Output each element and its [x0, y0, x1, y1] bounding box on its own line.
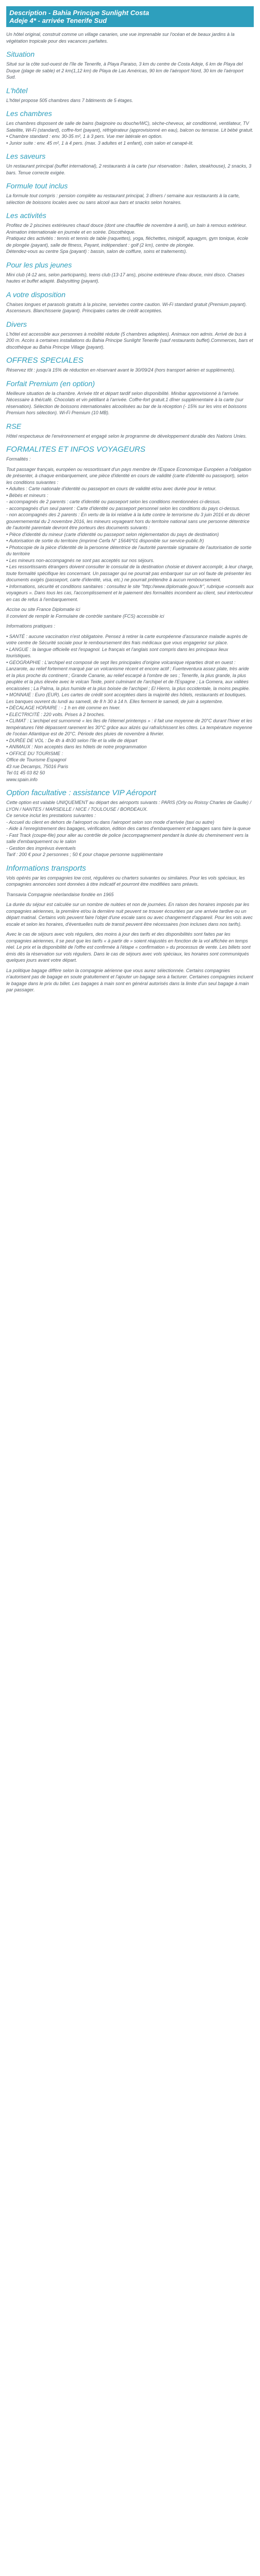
formalites-links[interactable]: Accise ou site France Diplomatie ici Il convient de remplir le Formulaire de contrôle sanitaire (FCS) accessible ici: [6, 607, 164, 619]
transports-text: Vols opérés par les compagnies low cost, régulières ou charters suivantes ou similaires. Pour les vols spéciaux, les compagnies annoncées sont données à titre indicatif et pourront être modifiées sans préavis.: [6, 875, 245, 887]
section-title-offres: OFFRES SPECIALES: [6, 356, 84, 365]
section-title-informations-transports: Informations transports: [6, 863, 86, 873]
transports-info-3: La politique bagage diffère selon la compagnie aérienne que vous aurez sélectionnée. Certains compagnies n'autorisent pas de bagage en soute gratuitement et l'ajouter un bagage sera à facturer. Certaines compagnies incluent le bagage dans le prix du billet. Les bagages à main sont en général autorisés dans la limite d'un seul bagage à main par passager.: [6, 967, 253, 992]
section-title-activites: Les activités: [6, 211, 47, 220]
transports-info-2: Avec le cas de séjours avec vols réguliers, des moins à jour des tarifs et des disponibilités sont faites par les compagnies aériennes, il se peut que les tarifs « à partir de » soient réajustés en fonction de la vol affichée en temps réel. Le prix et la disponibilité de l'offre est confirmée à l'étape « confirmation » du processus de vente. Les billets sont émis dès la réservation sur vols réguliers. Dans le cas de séjours avec vols spéciaux, les horaires sont communiqués quelques jours avant votre départ.: [6, 932, 251, 963]
formalites-subtitle: Formalités :: [6, 456, 31, 462]
infos-pratiques-subtitle: Informations pratiques :: [6, 623, 56, 629]
rse-text: Hôtel respectueux de l'environnement et engagé selon le programme de développement durable des Nations Unies.: [6, 433, 247, 439]
section-title-divers: Divers: [6, 320, 27, 328]
saveurs-text: Un restaurant principal (buffet international), 2 restaurants à la carte (sur réservation : Italien, steakhouse), 2 snacks, 3 bars. Tenue correcte exigée.: [6, 163, 252, 175]
infos-pratiques-text: • SANTÉ : aucune vaccination n'est obligatoire. Pensez à retirer la carte européenne d'assurance maladie auprès de votre centre de Sécurité sociale pour le remboursement des frais médicaux que vous engageriez sur place. • LANGUE : la langue officielle est l'espagnol. Le français et l'anglais sont compris dans les principaux lieux touristiques. • GEOGRAPHIE : L'archipel est composé de sept îles principales d'origine volcanique réparties droit en ouest : Lanzarote, au relief fortement marqué par un volcanisme récent et encore actif ; Fuerteventura assez plate, très aride et la plus proche du continent ; Grande Canarie, au relief escarpé à l'ombre de ses ; Tenerife, la plus grande, la plus peuplée et la plus élevée avec le volcan Teide, point culminant de l'archipel et de l'Espagne ; La Gomera, aux vallées encaissées ; La Palma, la plus humide et la plus boisée de l'archipel ; El Hierro, la plus occidentale, la moins peuplée. • MONNAIE : Euro (EUR). Les cartes de crédit sont acceptées dans la majorité des hôtels, restaurants et boutiques. Les banques ouvrent du lundi au samedi, de 8 h 30 à 14 h. Elles ferment le samedi, de juin à septembre. • DÉCALAGE HORAIRE : - 1 h en été comme en hiver. • ELECTRICITÉ : 220 volts. Prises à 2 broches. • CLIMAT : L'archipel est surnommé « les îles de l'éternel printemps » : il fait une moyenne de 20°C durant l'hiver et les températures l'été dépassent rarement les 30°C grâce aux alizés qui rafraîchissent les côtes. La température moyenne de l'océan Atlantique est de 20°C. Période des pluies de novembre à février. • DURÉE DE VOL : De 4h à 4h30 selon l'île et la ville de départ • ANIMAUX : Non acceptés dans les hôtels de notre programmation • OFFICE DU TOURISME : Office de Tourisme Espagnol 43 rue Decamps, 75016 Paris Tel 01 45 03 82 50 www.spain.info: [6, 633, 253, 782]
section-title-hotel: L'hôtel: [6, 86, 28, 95]
page-title-line-1: Description - Bahia Principe Sunlight Costa: [9, 9, 149, 17]
section-title-saveurs: Les saveurs: [6, 152, 46, 160]
section-title-chambres: Les chambres: [6, 109, 52, 118]
option-vip-text: Cette option est valable UNIQUEMENT au départ des aéroports suivants : PARIS (Orly ou Roissy Charles de Gaulle) / LYON / NANTES / MARSEILLE / NICE / TOULOUSE / BORDEAUX. Ce service inclut les prestations suivantes : - Accueil du client en dehors de l'aéroport ou dans l'aéroport selon son mode d'arrivée (taxi ou autre) - Aide à l'enregistrement des bagages, vérification, édition des cartes d'embarquement et bagages sans faire la queue - Fast Track (coupe-file) pour aller au contrôle de police (accompagnement pendant la durée du cheminement vers la salle d'embarquement ou le salon - Gestion des imprévus éventuels Tarif : 200 € pour 2 personnes ; 50 € pour chaque personne supplémentaire: [6, 800, 252, 857]
section-title-formule: Formule tout inclus: [6, 182, 68, 190]
forfait-premium-text: Meilleure situation de la chambre. Arrivée tôt et départ tardif selon disponibilité. Minibar approvisionné à l'arrivée. Nécessaire à thé/café. Chocolats et vin pétillant à l'arrivée. Coffre-fort gratuit.1 dîner supplémentaire à la carte (sur réservation). Sélection de boissons internationales alcoolisées au bar de la réception (- 15% sur les vins et boissons Premium hors sélection). Wi-Fi Premium (10 MB).: [6, 390, 247, 415]
transports-info-1: La durée du séjour est calculée sur un nombre de nuitées et non de journées. En raison des horaires imposés par les compagnies aériennes, la première et/ou la dernière nuit peuvent se trouver écourtées par une arrivée tardive ou un départ matinal. Certains vols peuvent faire l'objet d'une escale sans ou avec changement d'appareil. Pour les vols avec escale et selon les horaires, d'éventuelles nuits de transit peuvent être nécessaires (non incluses dans nos tarifs).: [6, 902, 253, 927]
page-title-banner: [6, 6, 254, 27]
situation-text: Situé sur la côte sud-ouest de l'île de Tenerife, à Playa Paraiso, 3 km du centre de Costa Adeje, 6 km de Playa del Duque (plage de sable) et 2 km(1,12 km) de Playa de Las Américas, 90 km de l'aéroport Nord, 30 km de l'aéroport Sud.: [6, 61, 243, 80]
section-title-enfants: Pour les plus jeunes: [6, 260, 72, 269]
section-title-rse: RSE: [6, 422, 21, 430]
formule-text: La formule tout compris : pension complète au restaurant principal, 3 dîners / semaine aux restaurants à la carte, sélection de boissons locales avec ou sans alcool aux bars et snacks selon horaires.: [6, 193, 240, 205]
divers-text: L'hôtel est accessible aux personnes à mobilité réduite (5 chambres adaptées). Animaux non admis. Arrivé de bus à 200 m. Accès à certaines installations du Bahia Principe Sunlight Tenerife (sauf restaurants buffet).Commerces, bars et discothèque au Bahia Principe Village (payant).: [6, 331, 253, 350]
section-title-situation: Situation: [6, 50, 35, 58]
formalites-text: Tout passager français, européen ou ressortissant d'un pays membre de l'Espace Economique Européen a l'obligation de présenter, à chaque embarquement, une pièce d'identité en cours de validité (carte d'identité ou passeport), selon les conditions suivantes : • Adultes : Carte nationale d'identité ou passeport en cours de validité et/ou avec durée pour le retour. • Bébés et mineurs : - accompagnés de 2 parents : carte d'identité ou passeport selon les conditions mentionnées ci-dessus. - accompagnés d'un seul parent : Carte d'identité ou passeport personnel selon les conditions du pays ci-dessus. - non accompagnés des 2 parents : En vertu de la loi relative à la lutte contre le terrorisme du 3 juin 2016 et du décret gouvernemental du 2 novembre 2016, les mineurs voyageant hors du territoire national sans une personne détentrice de l'autorité parentale devront être porteurs des documents suivants : • Pièce d'identité du mineur (carte d'identité ou passeport selon réglementation du pays de destination) • Autorisation de sortie du territoire (imprimé Cerfa N° 15646*01 disponible sur service-public.fr) • Photocopie de la pièce d'identité de la personne détentrice de l'autorité parentale signataire de l'autorisation de sortie du territoire • Les mineurs non-accompagnés ne sont pas acceptés sur nos séjours. • Les ressortissants étrangers doivent consulter le consulat de la destination choisie et doivent accomplir, à leur charge, toute formalité spécifique les concernant. Un passager qui ne pourrait pas embarquer sur un vol faute de présenter les documents exigés (passeport, carte d'identité, visa, etc.) ne pourrait prétendre à aucun remboursement. • Informations, sécurité et conditions sanitaires : consultez le site "http://www.diplomatie.gouv.fr", rubrique «conseils aux voyageurs ». Dans tous les cas, l'accomplissement et le paiement des formalités incombent au client, seul interlocuteur en cas de refus à l'embarquement.: [6, 466, 254, 602]
section-title-forfait-premium: Forfait Premium (en option): [6, 379, 95, 388]
enfants-text: Mini club (4-12 ans, selon participants), teens club (13-17 ans), piscine extérieure d'eau douce, mini disco. Chaises hautes et buffet adapté. Babysitting (payant).: [6, 272, 244, 284]
chambres-text: Les chambres disposent de salle de bains (baignoire ou douche/WC), sèche-cheveux, air conditionné, ventilateur, TV Satellite, Wi-Fi (standard), coffre-fort (payant), réfrigérateur (approvisionné en eau), balcon ou terrasse. Lit bébé gratuit. • Chambre standard : env. 30-35 m², 1 à 3 pers. Vue mer latérale en option. • Junior suite : env. 45 m², 1 à 4 pers. (max. 3 adultes et 1 enfant), coin salon et canapé-lit.: [6, 121, 254, 146]
section-title-formalites: FORMALITES ET INFOS VOYAGEURS: [6, 445, 146, 454]
intro-text: Un hôtel original, construit comme un village canarien, une vue imprenable sur l'océan et de beaux jardins à la végétation tropicale pour des vacances parfaites.: [6, 32, 235, 44]
section-title-disposition: A votre disposition: [6, 290, 66, 299]
disposition-text: Chaises longues et parasols gratuits à la piscine, serviettes contre caution. Wi-Fi standard gratuit (Premium payant). Ascenseurs. Blanchisserie (payant). Principales cartes de crédit acceptées.: [6, 301, 247, 313]
activites-text: Profitez de 2 piscines extérieures chaud douce (dont une chauffée de novembre à avril), un bain à remous extérieur. Animation internationale en journée et en soirée. Discothèque. Pratiquez des activités : tennis et tennis de table (raquettes), yoga, fléchettes, minigolf, aquagym, gym tonique, école de plongée (payant), salle de fitness, Payant, indépendant : golf (2 km), centre de plongée. Détendez-vous au centre Spa (payant) : bassin, salon de coiffure, soins et traitements).: [6, 223, 249, 254]
transports-company: Transavia Compagnie néerlandaise fondée en 1965: [6, 891, 114, 897]
page-title-line-2: Adeje 4* - arrivée Tenerife Sud: [9, 17, 107, 24]
hotel-text: L'hôtel propose 505 chambres dans 7 bâtiments de 5 étages.: [6, 97, 133, 103]
section-title-option-vip: Option facultative : assistance VIP Aéroport: [6, 788, 157, 797]
offres-text: Réservez tôt : jusqu'à 15% de réduction en réservant avant le 30/09/24 (hors transport aérien et suppléments).: [6, 367, 236, 373]
